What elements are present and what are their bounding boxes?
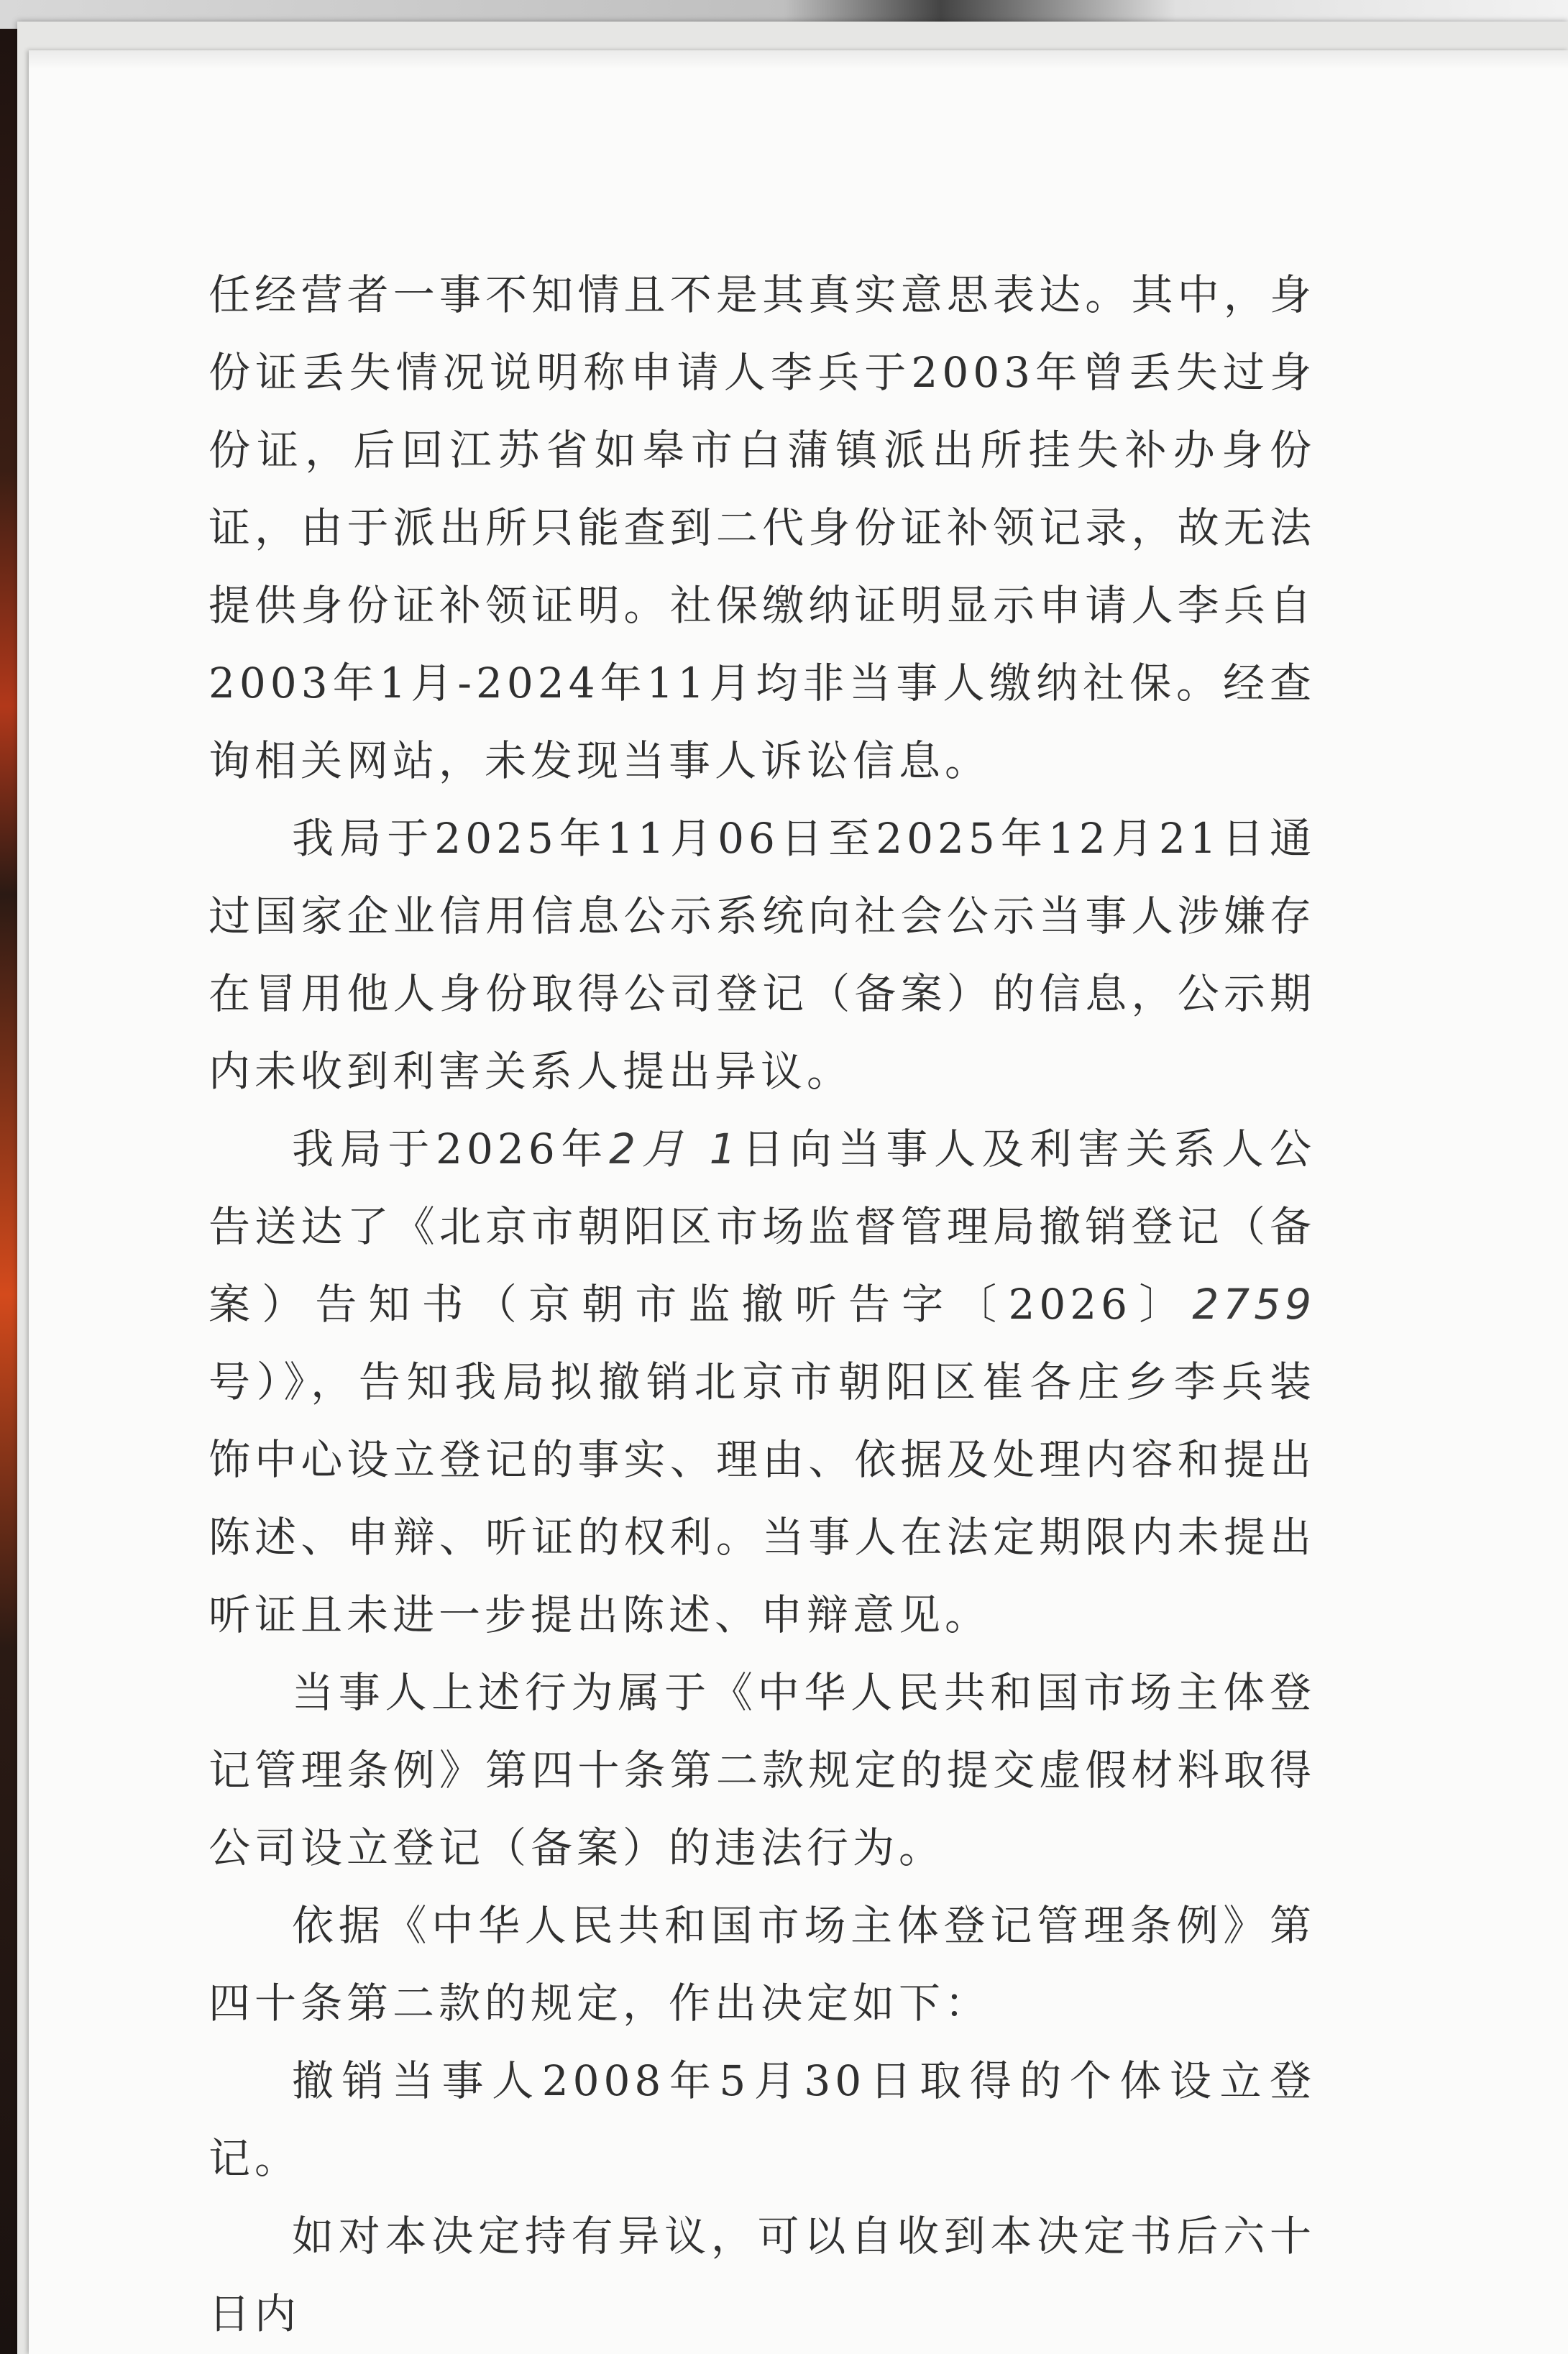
text-segment: 任经营者一事不知情且不是其真实意思表达。其中，身份证丢失情况说明称申请人李兵于2003年曾丢失过身份证，后回江苏省如皋市白蒲镇派出所挂失补办身份证，由于派出所只能查到二代身份证补领记录，故无法提供身份证补领证明。社保缴纳证明显示申请人李兵自2003年1月-2024年11月均非当事人缴纳社保。经查询相关网站，未发现当事人诉讼信息。: [208, 270, 1316, 785]
paragraph-notice: [208, 1110, 1316, 1654]
paragraph-publicity: [208, 800, 1316, 1110]
text-segment: 我局于2026年: [292, 1125, 610, 1173]
paragraph-violation: [208, 1654, 1316, 1887]
text-segment: 我局于2025年11月06日至2025年12月21日通过国家企业信用信息公示系统向社会公示当事人涉嫌存在冒用他人身份取得公司登记（备案）的信息，公示期内未收到利害关系人提出异议。: [208, 814, 1316, 1096]
handwritten-date: 2月 1: [609, 1125, 741, 1173]
text-segment: 如对本决定持有异议，可以自收到本决定书后六十日内: [208, 2212, 1316, 2338]
text-segment: 当事人上述行为属于《中华人民共和国市场主体登记管理条例》第四十条第二款规定的提交虚假材料取得公司设立登记（备案）的违法行为。: [208, 1668, 1316, 1872]
handwritten-number: 2759: [1192, 1280, 1316, 1329]
paragraph-decision: [208, 2042, 1316, 2197]
paragraph-objection: [208, 2197, 1316, 2353]
text-segment: 撤销当事人2008年5月30日取得的个体设立登记。: [208, 2056, 1316, 2183]
paragraph-basis: [208, 1887, 1316, 2042]
document-body: [208, 256, 1316, 2353]
text-segment: 号）》，告知我局拟撤销北京市朝阳区崔各庄乡李兵装饰中心设立登记的事实、理由、依据及处理内容和提出陈述、申辩、听证的权利。当事人在法定期限内未提出听证且未进一步提出陈述、申辩意见。: [208, 1357, 1316, 1639]
text-segment: 日向当事人及利害关系人公告送达了《北京市朝阳区市场监督管理局撤销登记（备案）告知书（京朝市监撤听告字〔2026〕: [208, 1125, 1316, 1329]
text-segment: 依据《中华人民共和国市场主体登记管理条例》第四十条第二款的规定，作出决定如下：: [208, 1901, 1316, 2028]
paragraph-1: [208, 256, 1316, 800]
